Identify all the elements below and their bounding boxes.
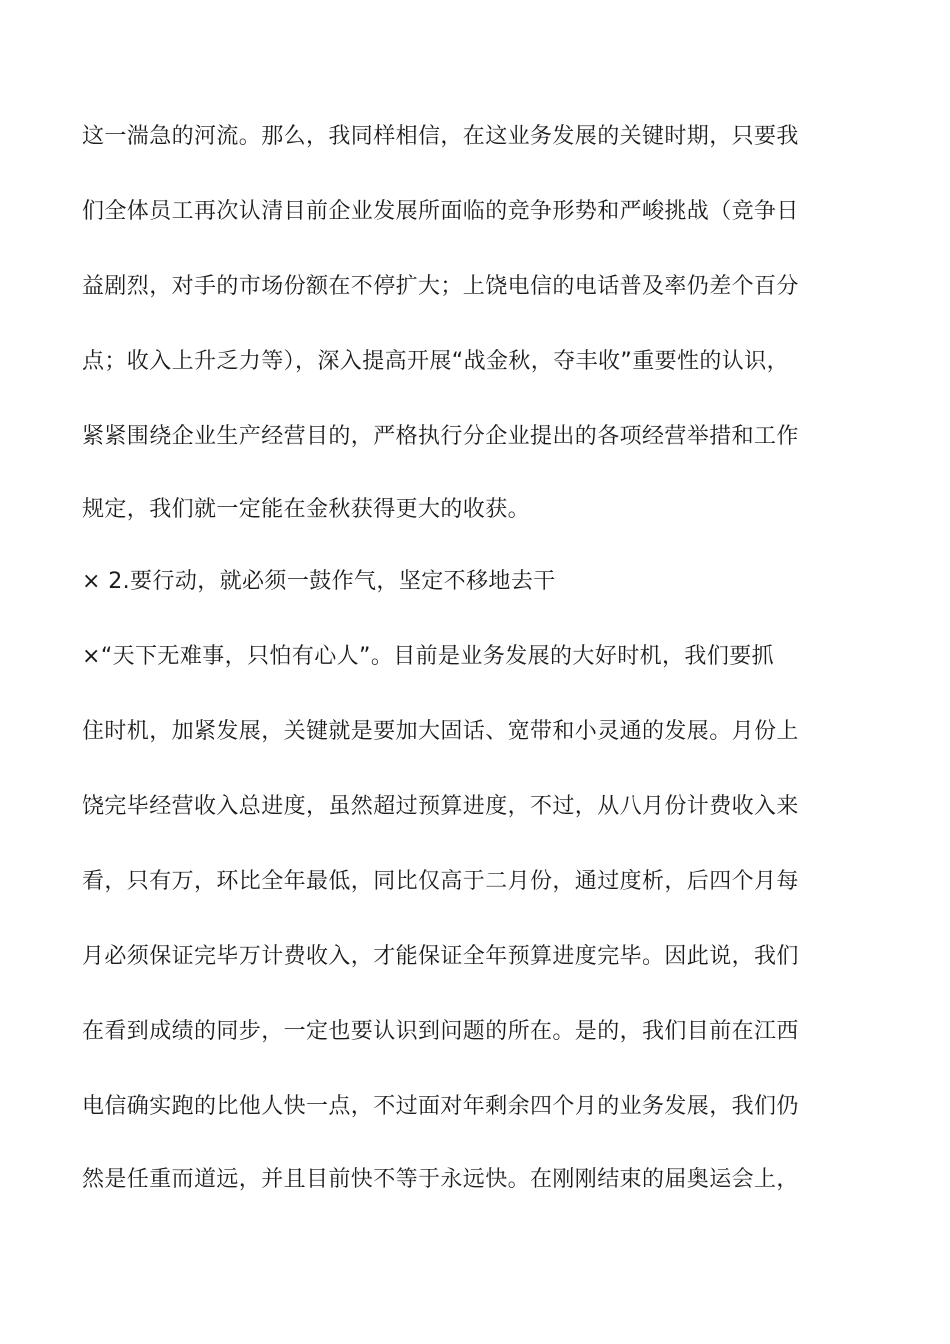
text-line: 月必须保证完毕万计费收入，才能保证全年预算进度完毕。因此说，我们 (82, 944, 799, 969)
text-line: ×“天下无难事，只怕有心人”。目前是业务发展的大好时机，我们要抓 (82, 644, 775, 669)
text-line: 点；收入上升乏力等），深入提高开展“战金秋，夺丰收”重要性的认识， (82, 349, 789, 374)
text-line: 这一湍急的河流。那么，我同样相信，在这业务发展的关键时期，只要我 (82, 124, 799, 149)
text-line: 紧紧围绕企业生产经营目的，严格执行分企业提出的各项经营举措和工作 (82, 424, 799, 449)
text-line: 规定，我们就一定能在金秋获得更大的收获。 (82, 497, 531, 522)
text-line: 饶完毕经营收入总进度，虽然超过预算进度，不过，从八月份计费收入来 (82, 794, 799, 819)
text-line: 电信确实跑的比他人快一点，不过面对年剩余四个月的业务发展，我们仍 (82, 1094, 799, 1119)
text-line: 益剧烈，对手的市场份额在不停扩大；上饶电信的电话普及率仍差个百分 (82, 274, 799, 299)
section-heading: × 2.要行动，就必须一鼓作气，坚定不移地去干 (82, 569, 556, 594)
text-line: 住时机，加紧发展，关键就是要加大固话、宽带和小灵通的发展。月份上 (82, 719, 799, 744)
text-line: 在看到成绩的同步，一定也要认识到问题的所在。是的，我们目前在江西 (82, 1019, 799, 1044)
text-line: 然是任重而道远，并且目前快不等于永远快。在刚刚结束的届奥运会上， (82, 1167, 799, 1192)
text-line: 们全体员工再次认清目前企业发展所面临的竞争形势和严峻挑战（竞争日 (82, 199, 799, 224)
text-line: 看，只有万，环比全年最低，同比仅高于二月份，通过度析，后四个月每 (82, 869, 799, 894)
